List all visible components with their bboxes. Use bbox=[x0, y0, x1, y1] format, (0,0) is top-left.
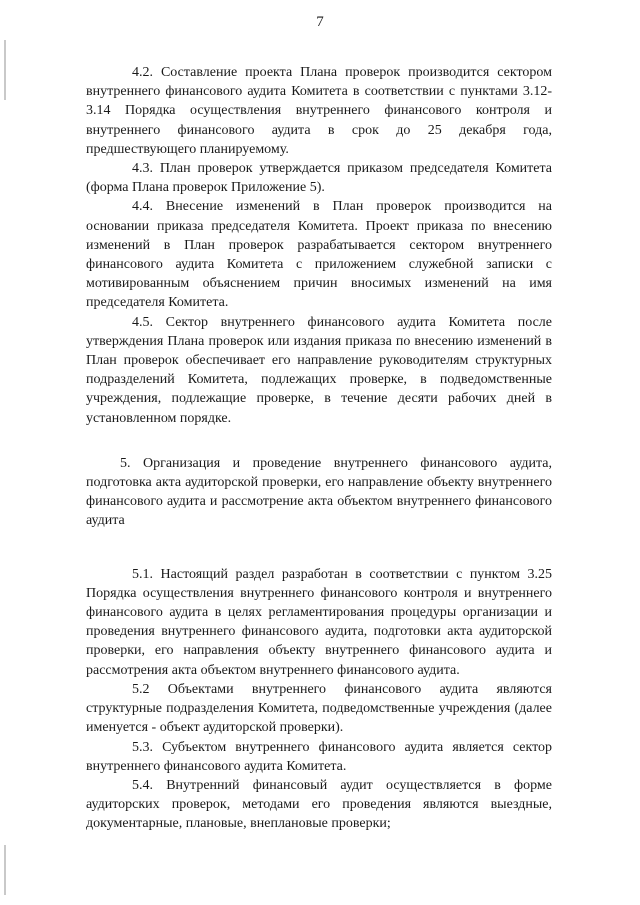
scan-edge-mark-top bbox=[4, 40, 6, 100]
spacer bbox=[86, 428, 552, 454]
paragraph-5-3: 5.3. Субъектом внутреннего финансового аудита является сектор внутреннего финансового аудита Комитета. bbox=[86, 739, 552, 774]
paragraph-5-1: 5.1. Настоящий раздел разработан в соответствии с пунктом 3.25 Порядка осуществления внутреннего финансового контроля и внутреннего финансового аудита в целях регламентирования процедуры организации и проведения внутреннего финансового аудита, подготовки акта аудиторской проверки, его направления объекту внутреннего финансового аудита и рассмотрения акта объектом внутреннего финансового аудита. bbox=[86, 566, 552, 678]
paragraph-4-4: 4.4. Внесение изменений в План проверок производится на основании приказа председателя Комитета. Проект приказа по внесению изменений в План проверок разрабатывается сектором внутреннего финансового аудита Комитета с приложением служебной записки с мотивированным объяснением причин вносимых изменений на имя председателя Комитета. bbox=[86, 199, 552, 311]
spacer bbox=[86, 531, 552, 565]
paragraph-5-4: 5.4. Внутренний финансовый аудит осуществляется в форме аудиторских проверок, методами его проведения являются выездные, документарные, плановые, внеплановые проверки; bbox=[86, 777, 552, 832]
paragraph-4-2: 4.2. Составление проекта Плана проверок производится сектором внутреннего финансового аудита Комитета в соответствии с пунктами 3.12- 3.14 Порядка осуществления внутреннего финансового контроля и внутреннего финансового аудита в срок до 25 декабря года, предшествующего планируемому. bbox=[86, 65, 552, 157]
paragraph-4-3: 4.3. План проверок утверждается приказом председателя Комитета (форма Плана проверок Приложение 5). bbox=[86, 161, 552, 196]
scan-edge-mark-bottom bbox=[4, 845, 6, 895]
document-body bbox=[86, 63, 552, 834]
section-5-heading: 5. Организация и проведение внутреннего финансового аудита, подготовка акта аудиторской проверки, его направление объекту внутреннего финансового аудита и рассмотрение акта объектом внутреннего финансового аудита bbox=[86, 455, 552, 529]
paragraph-5-2: 5.2 Объектами внутреннего финансового аудита являются структурные подразделения Комитета, подведомственные учреждения (далее именуется - объект аудиторской проверки). bbox=[86, 681, 552, 736]
page-number: 7 bbox=[316, 14, 324, 30]
paragraph-4-5: 4.5. Сектор внутреннего финансового аудита Комитета после утверждения Плана проверок или издания приказа по внесению изменений в План проверок обеспечивает его направление руководителям структурных подразделений Комитета, подлежащих проверке, в подведомственные учреждения, подлежащие проверке, в течение десяти рабочих дней в установленном порядке. bbox=[86, 314, 552, 426]
